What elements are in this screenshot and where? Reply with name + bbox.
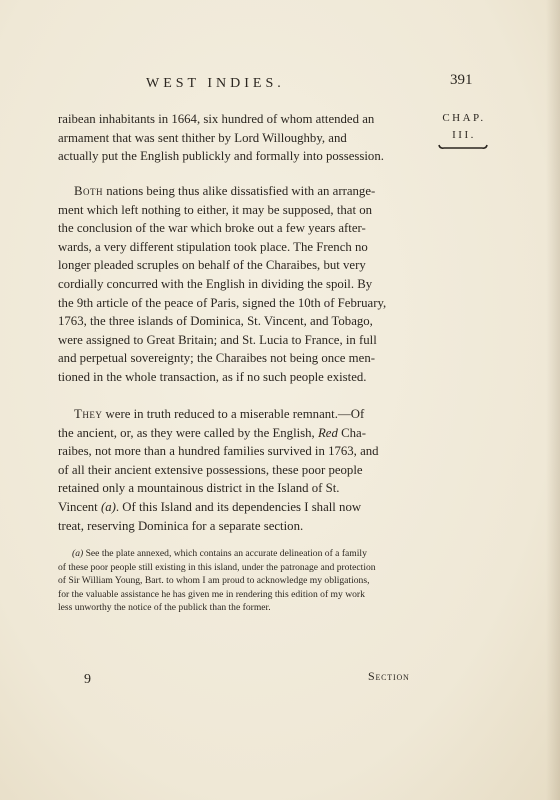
paragraph-3	[58, 405, 424, 535]
text-line-start: the ancient, or, as they were called by the English,	[58, 425, 318, 440]
signature-mark: 9	[84, 672, 91, 687]
text-line: of all their ancient extensive possessions, these poor people	[58, 462, 363, 477]
paragraph-lead-word: They	[74, 407, 103, 421]
text-line: armament that was sent thither by Lord Willoughby, and	[58, 130, 347, 145]
text-line: raibes, not more than a hundred families survived in 1763, and	[58, 444, 379, 459]
text-line: raibean inhabitants in 1664, six hundred of whom attended an	[58, 112, 375, 126]
text-line: were assigned to Great Britain; and St. Lucia to France, in full	[58, 332, 377, 347]
text-line: the conclusion of the war which broke out a few years after-	[58, 221, 366, 236]
text-line	[58, 182, 424, 201]
italic-word: Red	[317, 425, 338, 440]
chapter-number: III.	[452, 129, 476, 141]
text-line: longer pleaded scruples on behalf of the Charaibes, but very	[58, 258, 366, 273]
footnote-line-rest: See the plate annexed, which contains an accurate delineation of a family	[83, 548, 367, 559]
text-line-rest: nations being thus alike dissatisfied with an arrange-	[103, 184, 376, 198]
text-line-rest: were in truth reduced to a miserable remnant.—Of	[102, 407, 365, 421]
text-line	[58, 498, 424, 517]
text-line: retained only a mountainous district in the Island of St.	[58, 481, 340, 496]
footnote-line: of these poor people still existing in this island, under the patronage and protection	[58, 561, 376, 573]
running-title: WEST INDIES.	[146, 76, 285, 91]
footnote-line: less unworthy the notice of the publick than the former.	[58, 602, 271, 614]
footnote-line: for the valuable assistance he has given me in rendering this edition of my work	[58, 588, 365, 600]
text-line: wards, a very different stipulation took place. The French no	[58, 239, 368, 254]
chapter-label: CHAP.	[442, 112, 486, 124]
paragraph-2	[58, 182, 424, 387]
text-line: actually put the English publickly and formally into possession.	[58, 149, 384, 164]
text-line: ment which left nothing to either, it may be supposed, that on	[58, 202, 373, 217]
page-number: 391	[450, 72, 473, 88]
text-line: the 9th article of the peace of Paris, signed the 10th of February,	[58, 295, 387, 310]
text-line: tioned in the whole transaction, as if no such people existed.	[58, 369, 367, 384]
catchword: Section	[368, 669, 410, 683]
page-edge-shadow	[546, 0, 560, 800]
footnote-line	[58, 547, 428, 561]
paragraph-1	[58, 110, 424, 166]
text-line	[58, 424, 424, 443]
chapter-ornament	[438, 143, 488, 151]
text-line-end: Cha-	[337, 425, 366, 440]
text-line: 1763, the three islands of Dominica, St. Vincent, and Tobago,	[58, 314, 373, 329]
footnote	[58, 547, 428, 615]
text-line-start: Vincent	[58, 499, 101, 514]
footnote-line: of Sir William Young, Bart. to whom I am proud to acknowledge my obligations,	[58, 575, 370, 587]
paragraph-lead-word: Both	[74, 184, 104, 198]
footnote-marker: (a)	[72, 548, 84, 559]
text-line: treat, reserving Dominica for a separate section.	[58, 518, 304, 533]
text-line: cordially concurred with the English in dividing the spoil. By	[58, 276, 373, 291]
chapter-marker	[432, 110, 496, 144]
text-line	[58, 405, 424, 424]
text-line: and perpetual sovereignty; the Charaibes not being once men-	[58, 351, 375, 366]
text-line-end: . Of this Island and its dependencies I shall now	[115, 499, 362, 514]
footnote-reference: (a)	[100, 499, 116, 514]
